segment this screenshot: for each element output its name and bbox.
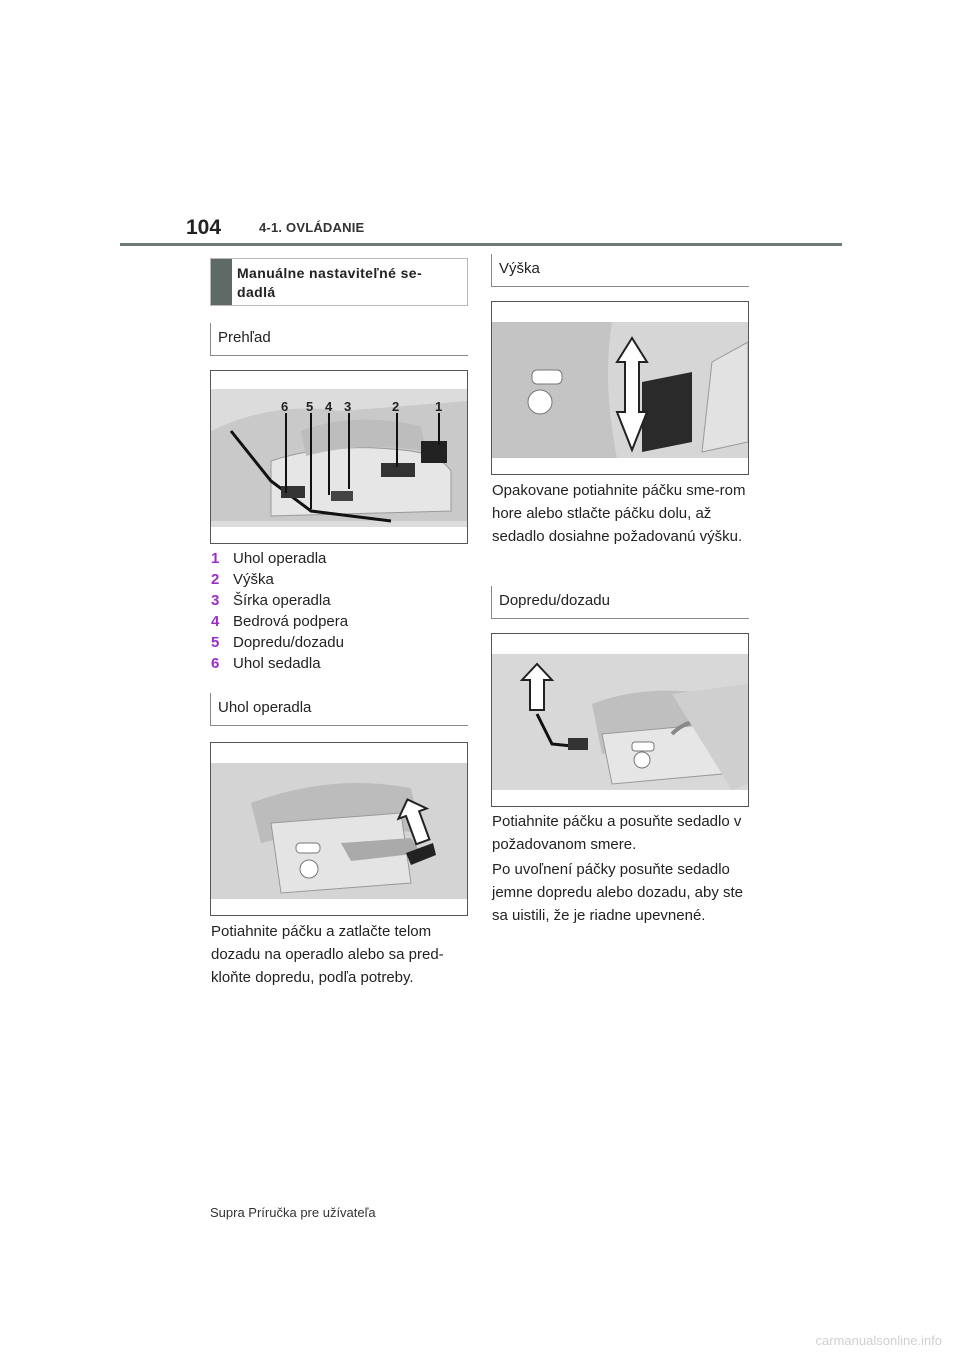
backrest-illustration	[211, 743, 467, 915]
chapter-title-box	[210, 258, 468, 306]
list-item: 2 Výška	[211, 571, 274, 588]
section-title: 4-1. OVLÁDANIE	[259, 220, 365, 235]
list-item: 4 Bedrová podpera	[211, 613, 349, 630]
fore-aft-text-1: Potiahnite páčku a posuňte sedadlo v požadovanom smere.	[492, 813, 742, 853]
callout-6: 6	[281, 399, 289, 414]
backrest-text: Potiahnite páčku a zatlačte telom dozadu na operadlo alebo sa pred-kloňte dopredu, podľa potreby.	[211, 923, 444, 986]
list-item: 1 Uhol operadla	[211, 550, 327, 567]
seat-overview-illustration	[211, 371, 467, 543]
height-figure	[491, 301, 749, 475]
fore-aft-text-2: Po uvoľnení páčky posuňte sedadlo jemne dopredu alebo dozadu, aby ste sa uistili, že je riadne upevnené.	[492, 861, 744, 924]
header-rule	[120, 243, 842, 246]
callout-4: 4	[325, 399, 333, 414]
height-heading: Výška	[491, 254, 749, 287]
list-item: 3 Šírka operadla	[211, 592, 331, 609]
overview-heading: Prehľad	[210, 323, 468, 356]
callout-3: 3	[344, 399, 352, 414]
height-text: Opakovane potiahnite páčku sme-rom hore alebo stlačte páčku dolu, až sedadlo dosiahne požadovanú výšku.	[492, 482, 746, 545]
callout-5: 5	[306, 399, 314, 414]
fore-aft-heading: Dopredu/dozadu	[491, 586, 749, 619]
list-item: 6 Uhol sedadla	[211, 655, 321, 672]
backrest-heading: Uhol operadla	[210, 693, 468, 726]
fore-aft-figure	[491, 633, 749, 807]
callout-2: 2	[392, 399, 400, 414]
page-number: 104	[186, 216, 222, 239]
overview-figure	[210, 370, 468, 544]
overview-list	[211, 548, 469, 674]
title-accent-bar	[211, 259, 232, 305]
height-illustration	[492, 302, 748, 474]
footer-text: Supra Príručka pre užívateľa	[210, 1205, 376, 1220]
fore-aft-illustration	[492, 634, 748, 806]
chapter-title: Manuálne nastaviteľné se- dadlá	[237, 265, 423, 300]
list-item: 5 Dopredu/dozadu	[211, 634, 344, 651]
backrest-figure	[210, 742, 468, 916]
watermark: carmanualsonline.info	[815, 1333, 942, 1348]
callout-1: 1	[435, 399, 443, 414]
